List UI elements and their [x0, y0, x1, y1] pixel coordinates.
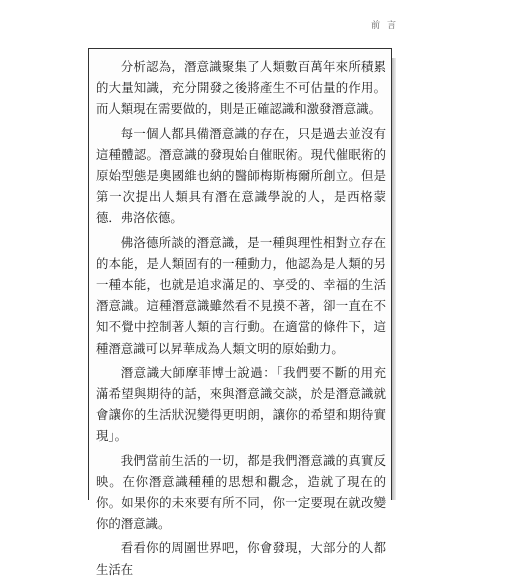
page-edge-shadow: [392, 58, 396, 500]
paragraph: 分析認為，潛意識聚集了人類數百萬年來所積累的大量知識，充分開發之後將產生不可估量的作用。而人類現在需要做的，則是正確認識和激發潛意識。: [96, 59, 386, 117]
paragraph: 我們當前生活的一切，都是我們潛意識的真實反映。在你潛意識種種的思想和觀念，造就了現在的你。如果你的未來要有所不同，你一定要現在就改變你的潛意識。: [96, 452, 386, 532]
paragraph: 看看你的周圍世界吧，你會發現，大部分的人都生活在: [96, 540, 386, 577]
paragraph: 每一個人都具備潛意識的存在，只是過去並沒有這種體認。潛意識的發現始自催眠術。現代催眠術的原始型態是奧國維也納的醫師梅斯梅爾所創立。但是第一次提出人類具有潛在意識學說的人，是西格蒙德．弗洛依德。: [96, 125, 386, 226]
paragraph: 佛洛德所談的潛意識，是一種與理性相對立存在的本能，是人類固有的一種動力，他認為是人類的另一種本能，也就是追求滿足的、享受的、幸福的生活潛意識。這種潛意識雖然看不見摸不著，卻一直在不知不覺中控制著人類的言行動。在適當的條件下，這種潛意識可以昇華成為人類文明的原始動力。: [96, 234, 386, 356]
body-text: [96, 56, 386, 583]
page-header: 前 言: [371, 21, 398, 31]
paragraph: 潛意識大師摩菲博士說過：「我們要不斷的用充滿希望與期待的話，來與潛意識交談，於是潛意識就會讓你的生活狀況變得更明朗，讓你的希望和期待實現」。: [96, 364, 386, 444]
